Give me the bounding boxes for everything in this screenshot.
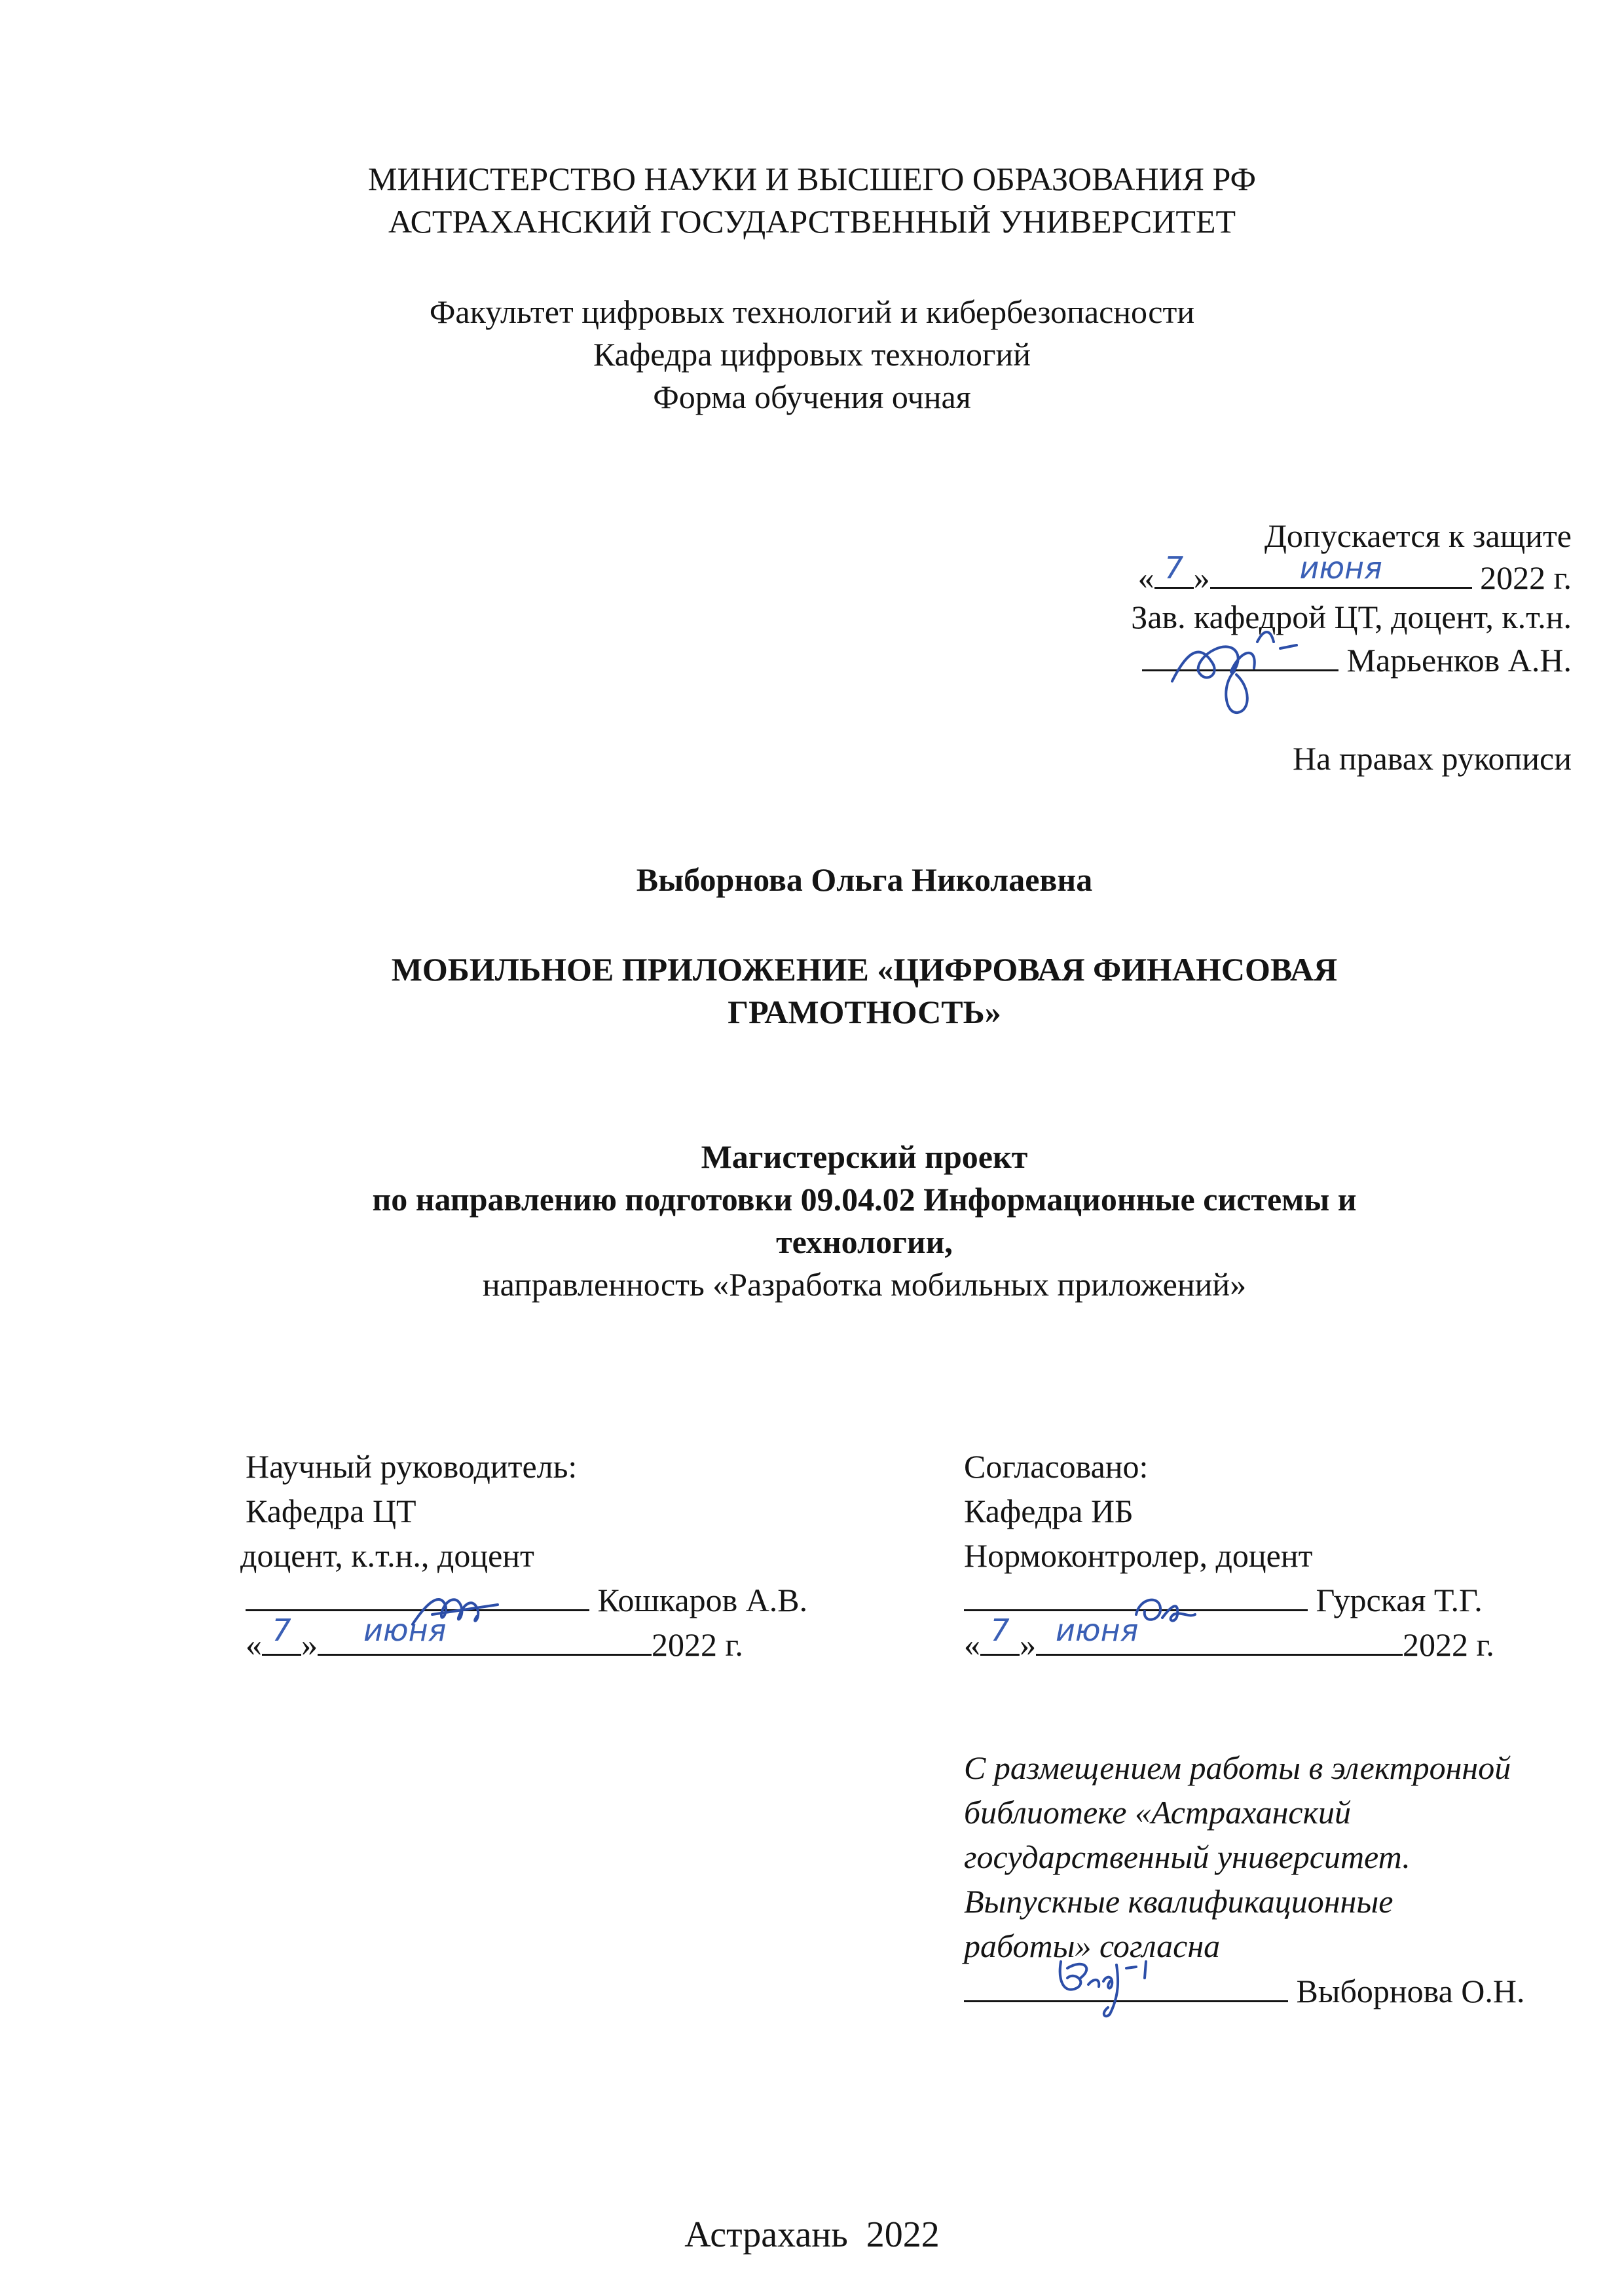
thesis-title-line-2: ГРАМОТНОСТЬ» <box>728 994 1001 1030</box>
study-form: Форма обучения очная <box>653 379 971 415</box>
agreed-name: Гурская Т.Г. <box>1316 1582 1483 1618</box>
supervisor-date-row <box>246 1613 807 1667</box>
agreed-position: Нормоконтролер, доцент <box>964 1537 1313 1574</box>
supervisor-day-field <box>262 1613 301 1656</box>
admission-title: Допускается к защите <box>1264 517 1572 554</box>
project-focus: направленность «Разработка мобильных приложений» <box>482 1266 1247 1303</box>
admission-year: 2022 г. <box>1480 559 1572 596</box>
project-direction-line-1: по направлению подготовки 09.04.02 Информационные системы и <box>372 1181 1357 1218</box>
consent-line-4: Выпускные квалификационные <box>964 1883 1393 1920</box>
agreed-department: Кафедра ИБ <box>964 1493 1134 1529</box>
supervisor-heading: Научный руководитель: <box>246 1448 578 1485</box>
admission-day-field <box>1154 550 1194 589</box>
admission-signature <box>1159 603 1310 720</box>
admission-position: Зав. кафедрой ЦТ, доцент, к.т.н. <box>1131 599 1572 635</box>
city-year: Астрахань 2022 <box>684 2214 940 2255</box>
supervisor-quote-close: » <box>301 1626 318 1663</box>
agreed-heading: Согласовано: <box>964 1448 1149 1485</box>
agreed-day: 7 <box>990 1613 1010 1648</box>
consent-line-1: С размещением работы в электронной <box>964 1749 1511 1786</box>
project-direction-line-2: технологии, <box>776 1223 953 1260</box>
supervisor-block <box>240 1444 808 1667</box>
supervisor-quote-open: « <box>246 1626 262 1663</box>
admission-month: июня <box>1299 550 1382 586</box>
agreed-year: 2022 г. <box>1403 1626 1494 1663</box>
consent-line-5: работы» согласна <box>964 1928 1221 1964</box>
consent-line-3: государственный университет. <box>964 1838 1411 1875</box>
agreed-signature <box>1126 1585 1205 1637</box>
consent-name: Выборнова О.Н. <box>1296 1973 1525 2009</box>
ministry-name: МИНИСТЕРСТВО НАУКИ И ВЫСШЕГО ОБРАЗОВАНИЯ РФ <box>368 160 1256 197</box>
supervisor-department: Кафедра ЦТ <box>246 1493 416 1529</box>
project-type: Магистерский проект <box>701 1138 1028 1175</box>
thesis-title-line-1: МОБИЛЬНОЕ ПРИЛОЖЕНИЕ «ЦИФРОВАЯ ФИНАНСОВАЯ <box>391 951 1338 988</box>
consent-block <box>964 1745 1511 1968</box>
consent-line-2: библиотеке «Астраханский <box>964 1794 1351 1831</box>
faculty-name: Факультет цифровых технологий и кибербезопасности <box>429 293 1195 330</box>
agreed-date-row <box>964 1613 1494 1667</box>
university-name: АСТРАХАНСКИЙ ГОСУДАРСТВЕННЫЙ УНИВЕРСИТЕТ <box>388 203 1236 240</box>
agreed-month: июня <box>1056 1613 1139 1648</box>
supervisor-name: Кошкаров А.В. <box>597 1582 808 1618</box>
department-name: Кафедра цифровых технологий <box>593 336 1031 373</box>
author-signature <box>1048 1949 1179 2021</box>
supervisor-month: июня <box>363 1613 447 1648</box>
agreed-block <box>964 1444 1494 1667</box>
agreed-quote-close: » <box>1020 1626 1036 1663</box>
author-name: Выборнова Ольга Николаевна <box>636 861 1093 898</box>
manuscript-note: На правах рукописи <box>1293 740 1572 777</box>
agreed-day-field <box>980 1613 1020 1656</box>
supervisor-year: 2022 г. <box>652 1626 743 1663</box>
quote-open: « <box>1137 559 1154 596</box>
supervisor-day: 7 <box>272 1613 291 1648</box>
admission-day: 7 <box>1164 550 1184 586</box>
admission-name: Марьенков А.Н. <box>1346 642 1572 679</box>
supervisor-signature <box>406 1578 517 1637</box>
quote-close: » <box>1193 559 1210 596</box>
agreed-quote-open: « <box>964 1626 980 1663</box>
supervisor-position: доцент, к.т.н., доцент <box>240 1537 534 1574</box>
admission-month-field <box>1210 550 1472 589</box>
agreed-month-field <box>1036 1613 1403 1656</box>
admission-date <box>1137 550 1572 597</box>
